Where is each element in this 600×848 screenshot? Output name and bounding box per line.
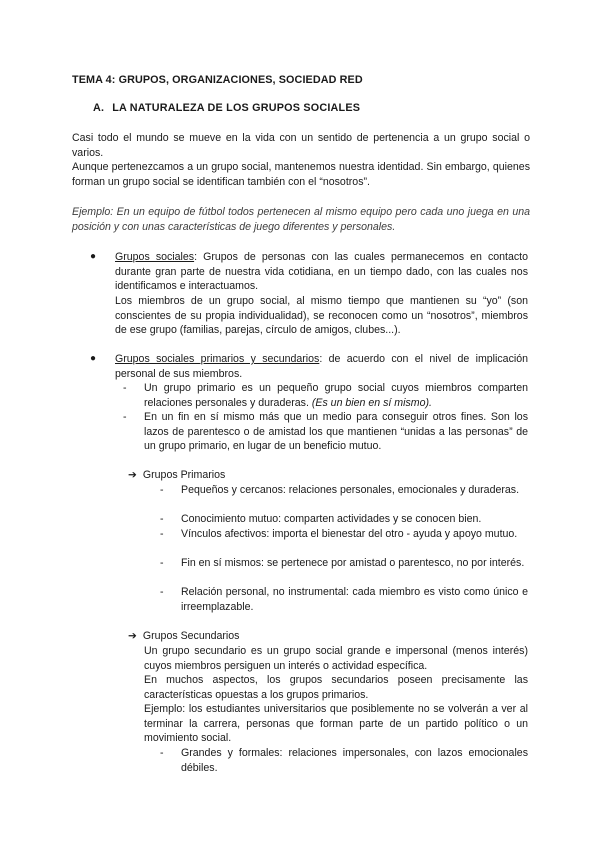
list-item-text: Pequeños y cercanos: relaciones personales, emocionales y duraderas. [181,484,520,496]
bullet-marker: ● [90,251,97,262]
dash-marker: - [123,411,127,423]
dash-marker: - [160,557,164,569]
term-primarios-secundarios: Grupos sociales primarios y secundarios [115,353,320,365]
list-item-text: Conocimiento mutuo: comparten actividades y se conocen bien. [181,513,482,525]
section-heading [93,101,360,116]
intro-paragraph-1: Casi todo el mundo se mueve en la vida con un sentido de pertenencia a un grupo social o varios. [72,132,530,159]
list-item [160,527,528,542]
intro-paragraph-2: Aunque pertenezcamos a un grupo social, mantenemos nuestra identidad. Sin embargo, quienes forman un grupo social se identifican también con el “nosotros”. [72,161,530,188]
bullet-grupos-sociales-detail: Los miembros de un grupo social, al mismo tiempo que mantienen su “yo” (son conscientes de su propia individualidad), se reconocen como un “nosotros”, miembros de ese grupo (familias, parejas, círculo de amigos, clubes...). [115,295,528,337]
list-item [160,483,528,498]
bullet-marker: ● [90,353,97,364]
list-item [160,556,528,571]
list-item-text: En un fin en sí mismo más que un medio para conseguir otros fines. Son los lazos de parentesco o de amistad los que mantienen “unidas a las personas” de un grupo primario, en lugar de un beneficio mutuo. [144,411,528,453]
dash-marker: - [160,528,164,540]
list-item-text: Grandes y formales: relaciones impersonales, con lazos emocionales débiles. [181,747,528,774]
list-item-text: Vínculos afectivos: importa el bienestar del otro - ayuda y apoyo mutuo. [181,528,518,540]
list-item [160,512,528,527]
dash-marker: - [160,513,164,525]
grupo-primario-definition: Un grupo primario es un pequeño grupo social cuyos miembros comparten relaciones personales y duraderas. [144,382,528,409]
secundarios-heading [128,629,239,644]
arrow-icon: ➔ [128,469,137,481]
list-item [123,381,528,410]
primarios-heading-label: Grupos Primarios [142,469,226,481]
definition-grupos-sociales: : Grupos de personas con las cuales permanecemos en contacto durante gran parte de nuestra vida cotidiana, en un tiempo dado, con las cuales nos identificamos e interactuamos. [115,251,528,293]
section-label: LA NATURALEZA DE LOS GRUPOS SOCIALES [112,102,361,114]
list-item-text: Relación personal, no instrumental: cada miembro es visto como único e irreemplazable. [181,586,528,613]
dash-marker: - [160,747,164,759]
list-item [160,746,528,775]
list-item [160,585,528,614]
list-item [123,410,528,454]
secundarios-example: Ejemplo: los estudiantes universitarios que posiblemente no se volverán a ver al terminar la carrera, personas que forman parte de un partido político o un movimiento social. [144,703,528,745]
secundarios-paragraph-1: Un grupo secundario es un grupo social grande e impersonal (menos interés) cuyos miembros persiguen un interés o actividad específica. [144,645,528,672]
primarios-heading [128,468,225,483]
section-marker: A. [93,102,105,114]
dash-marker: - [123,382,127,394]
definition-primarios-secundarios: : de acuerdo con el nivel de implicación personal de sus miembros. [115,353,528,380]
example-paragraph: Ejemplo: En un equipo de fútbol todos pertenecen al mismo equipo pero cada uno juega en una posición y con unas características de juego diferentes y personales. [72,206,530,233]
bullet-grupos-sociales [115,250,528,294]
term-grupos-sociales: Grupos sociales [115,251,195,263]
arrow-icon: ➔ [128,630,137,642]
dash-marker: - [160,484,164,496]
secundarios-paragraph-2: En muchos aspectos, los grupos secundarios poseen precisamente las características opuestas a los grupos primarios. [144,674,528,701]
list-item-text [144,381,528,410]
list-item-text: Fin en sí mismos: se pertenece por amistad o parentesco, no por interés. [181,557,525,569]
grupo-primario-note: (Es un bien en sí mismo). [311,396,432,409]
bullet-primarios-secundarios [115,352,528,381]
document-title: TEMA 4: GRUPOS, ORGANIZACIONES, SOCIEDAD RED [72,74,363,86]
secundarios-heading-label: Grupos Secundarios [142,630,240,642]
dash-marker: - [160,586,164,598]
